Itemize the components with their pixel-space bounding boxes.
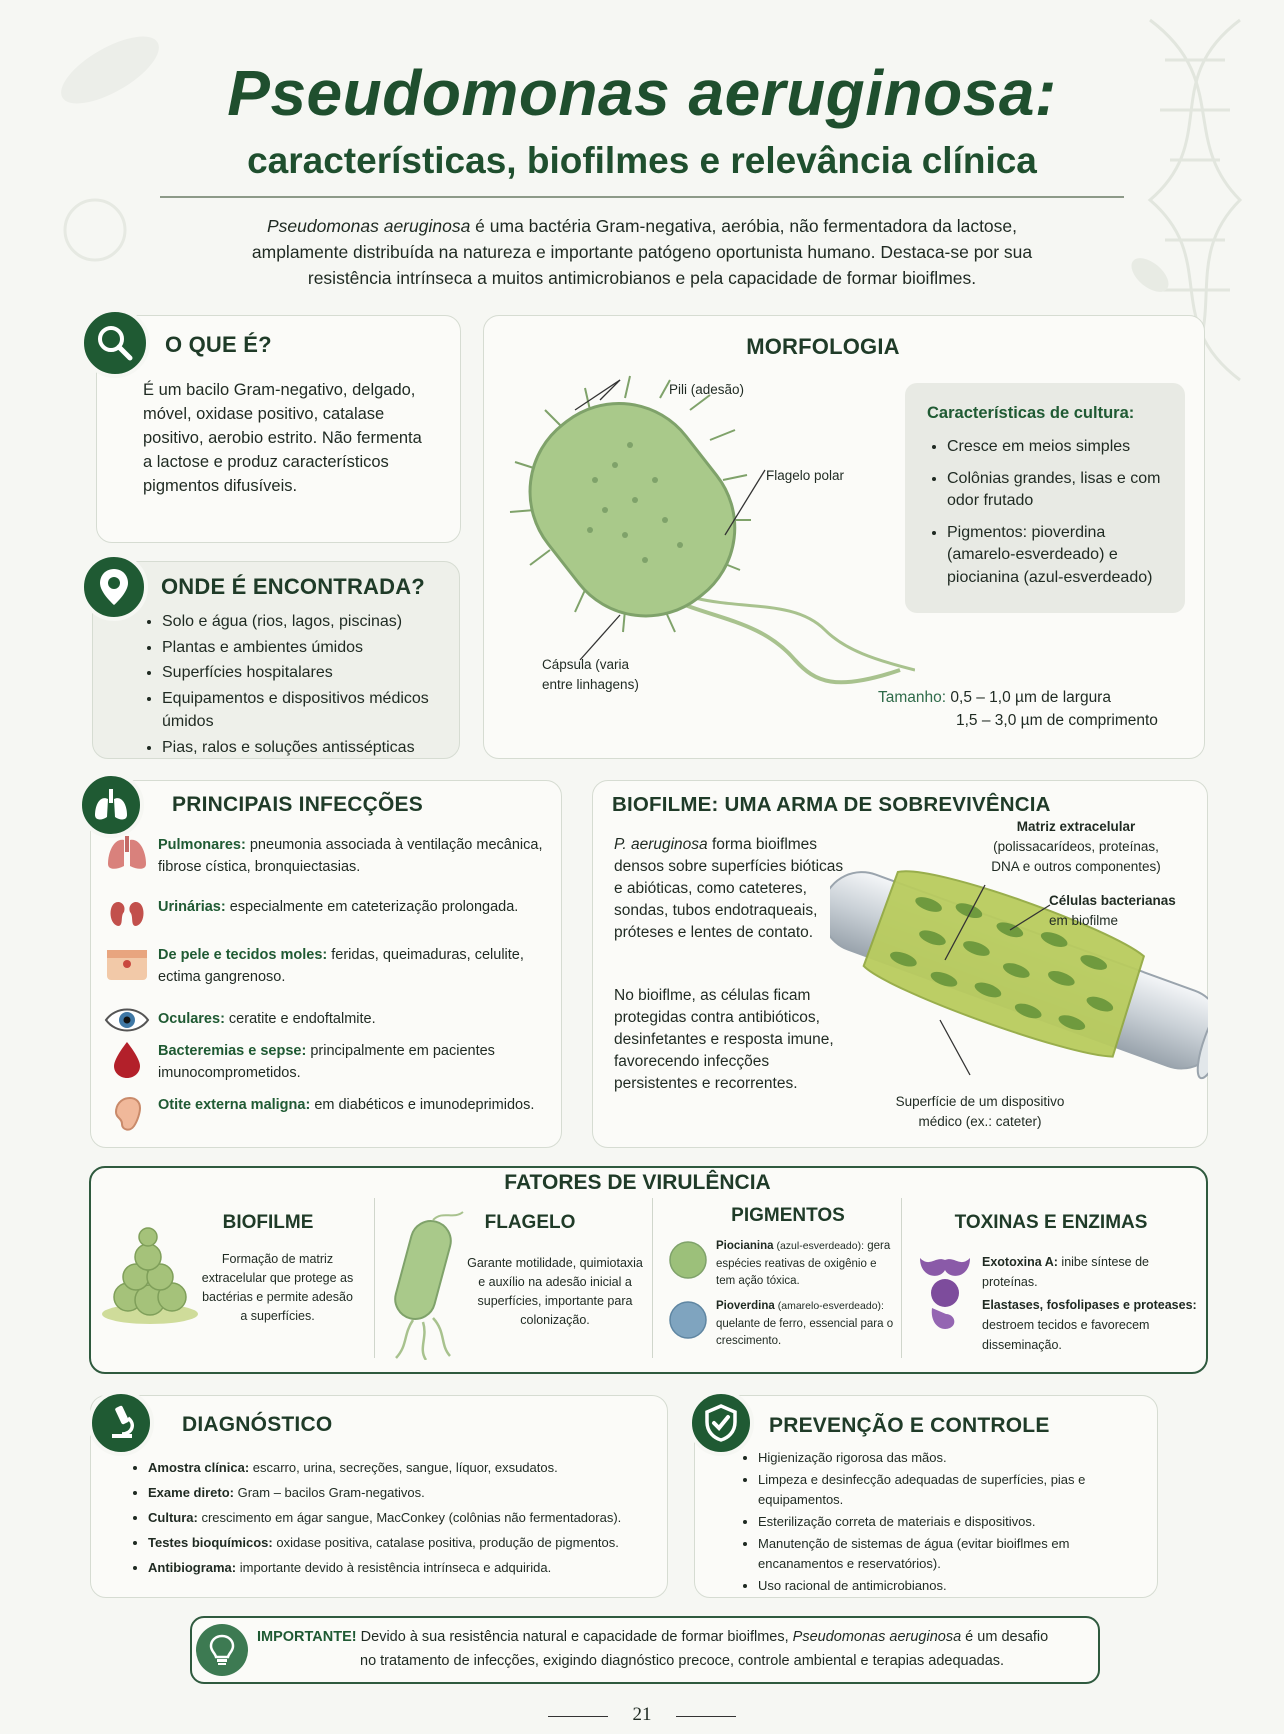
- diagnostico-title: DIAGNÓSTICO: [182, 1413, 333, 1436]
- infection-row: De pele e tecidos moles: feridas, queimaduras, celulite, ectima gangrenoso.: [104, 944, 564, 988]
- infection-row: Pulmonares: pneumonia associada à ventilação mecânica, fibrose cística, bronquiectasias.: [104, 834, 564, 878]
- list-item: • Esterilização correta de materiais e dispositivos.: [758, 1512, 1105, 1532]
- label-matriz: Matriz extracelular (polissacarídeos, proteínas, DNA e outros componentes): [991, 819, 1161, 874]
- diagnostico-list: [130, 1456, 660, 1581]
- skin-icon: [104, 944, 150, 984]
- oque-title: O QUE É?: [165, 332, 272, 357]
- pyocyanin-dot-icon: [668, 1240, 708, 1280]
- biofilme-p1: P. aeruginosa forma bioiflmes densos sobre superfícies bióticas e abióticas, como cateteres, sondas, tubos endotraqueais, próteses e lentes de contato.: [614, 836, 844, 941]
- infection-row: Otite externa maligna: em diabéticos e imunodeprimidos.: [104, 1094, 564, 1134]
- label-pili: Pili (adesão): [669, 382, 745, 397]
- list-item: • Testes bioquímicos: oxidase positiva, catalase positiva, produção de pigmentos.: [148, 1531, 660, 1554]
- page-title: [0, 56, 1284, 130]
- title-divider: [160, 196, 1124, 198]
- list-item: • Uso racional de antimicrobianos.: [758, 1576, 1105, 1596]
- oque-text: É um bacilo Gram-negativo, delgado, móvel, oxidase positivo, catalase positivo, aerobio estrito. Não fermenta a lactose e produz característicos pigmentos difusíveis.: [143, 381, 422, 495]
- location-pin-icon: [80, 553, 148, 621]
- vf-flagelo-title: FLAGELO: [484, 1212, 576, 1233]
- tamanho: Tamanho: 0,5 – 1,0 µm de largura 1,5 – 3,0 µm de comprimento: [878, 689, 1158, 729]
- biofilm-cluster-icon: [98, 1222, 202, 1326]
- biofilme-title: BIOFILME: UMA ARMA DE SOBREVIVÊNCIA: [612, 793, 1051, 816]
- list-item: • Plantas e ambientes úmidos: [162, 636, 452, 660]
- list-item: • Cultura: crescimento em ágar sangue, MacConkey (colônias não fermentadoras).: [148, 1506, 660, 1529]
- list-item: • Antibiograma: importante devido à resistência intrínseca e adquirida.: [148, 1556, 660, 1579]
- page-subtitle: [0, 140, 1284, 182]
- vf-piocianina: Piocianina (azul-esverdeado): gera espécies reativas de oxigênio e tem ação tóxica.: [716, 1240, 891, 1287]
- list-item: • Equipamentos e dispositivos médicos úmidos: [162, 687, 452, 734]
- morfologia-title: MORFOLOGIA: [746, 334, 900, 359]
- cultura-list: [927, 436, 1177, 591]
- list-item: • Solo e água (rios, lagos, piscinas): [162, 610, 452, 634]
- virulencia-title: FATORES DE VIRULÊNCIA: [504, 1171, 771, 1194]
- vf-pioverdina: Pioverdina (amarelo-esverdeado): quelante de ferro, essencial para o crescimento.: [716, 1300, 894, 1347]
- infection-row: Oculares: ceratite e endoftalmite.: [104, 1000, 564, 1040]
- vf-exotoxina: Exotoxina A: inibe síntese de proteínas.: [982, 1255, 1149, 1289]
- vf-elastases: Elastases, fosfolipases e proteases: destroem tecidos e favorecem disseminação.: [982, 1298, 1197, 1352]
- intro-paragraph: Pseudomonas aeruginosa é uma bactéria Gram-negativa, aeróbia, não fermentadora da lactose, amplamente distribuída na natureza e importante patógeno oportunista humano. Destaca-se por sua resistência intrínseca a muitos antimicrobianos e pela capacidade de formar bioiflmes.: [251, 216, 1033, 288]
- infection-row: Urinárias: especialmente em cateterização prolongada.: [104, 896, 564, 936]
- label-celulas: Células bacterianas em biofilme: [1049, 893, 1176, 928]
- ear-icon: [104, 1094, 150, 1134]
- eye-icon: [104, 1000, 150, 1040]
- list-item: • Exame direto: Gram – bacilos Gram-negativos.: [148, 1481, 660, 1504]
- subtitle-text: características, biofilmes e relevância clínica: [247, 140, 1037, 181]
- page-number: 21: [632, 1704, 652, 1725]
- lightbulb-icon: [196, 1624, 248, 1676]
- title-text: Pseudomonas aeruginosa:: [227, 57, 1057, 129]
- lungs-header-icon: [78, 772, 144, 838]
- vf-flagelo-text: Garante motilidade, quimiotaxia e auxílio na adesão inicial a superfícies, importante para colonização.: [467, 1256, 643, 1327]
- blood-drop-icon: [104, 1040, 150, 1080]
- cultura-title: Características de cultura:: [927, 404, 1135, 422]
- list-item: • Limpeza e desinfecção adequadas de superfícies, pias e equipamentos.: [758, 1470, 1105, 1510]
- prevencao-title: PREVENÇÃO E CONTROLE: [769, 1414, 1050, 1437]
- shield-check-icon: [688, 1390, 754, 1456]
- vf-toxinas-title: TOXINAS E ENZIMAS: [954, 1212, 1148, 1233]
- vf-biofilme-title: BIOFILME: [222, 1212, 314, 1233]
- label-flagelo: Flagelo polar: [766, 468, 845, 483]
- list-item: • Pias, ralos e soluções antissépticas: [162, 736, 452, 760]
- biofilme-p2: No bioiflme, as células ficam protegidas contra antibióticos, desinfetantes e resposta imune, favorecendo infecções persistentes e recorrentes.: [614, 987, 834, 1092]
- list-item: • Pigmentos: pioverdina (amarelo-esverdeado) e piocianina (azul-esverdeado): [947, 522, 1177, 590]
- bacterium-illustration: [495, 370, 915, 690]
- importante-text: IMPORTANTE! Devido à sua resistência natural e capacidade de formar bioiflmes, Pseudomonas aeruginosa é um desafio no tratamento de infecções, exigindo diagnóstico precoce, controle ambiental e terapias adequadas.: [257, 1629, 1049, 1669]
- onde-title: ONDE É ENCONTRADA?: [161, 574, 425, 599]
- microscope-icon: [88, 1390, 154, 1456]
- list-item: • Amostra clínica: escarro, urina, secreções, sangue, líquor, exsudatos.: [148, 1456, 660, 1479]
- pyoverdine-dot-icon: [668, 1300, 708, 1340]
- page-number-rule: [676, 1716, 736, 1717]
- page-number-rule: [548, 1716, 608, 1717]
- list-item: • Manutenção de sistemas de água (evitar bioiflmes em encanamentos e reservatórios).: [758, 1534, 1105, 1574]
- prevencao-list: [740, 1448, 1105, 1598]
- onde-list: [142, 610, 452, 761]
- vf-biofilme-text: Formação de matriz extracelular que protege as bactérias e permite adesão a superfícies.: [201, 1252, 354, 1323]
- list-item: • Colônias grandes, lisas e com odor frutado: [947, 468, 1177, 513]
- kidneys-icon: [104, 896, 150, 936]
- infeccoes-title: PRINCIPAIS INFECÇÕES: [172, 793, 423, 816]
- list-item: • Higienização rigorosa das mãos.: [758, 1448, 1105, 1468]
- search-icon: [80, 308, 150, 378]
- toxin-molecule-icon: [910, 1248, 980, 1332]
- vf-pigmentos-title: PIGMENTOS: [731, 1205, 845, 1226]
- list-item: • Cresce em meios simples: [947, 436, 1177, 459]
- label-superficie: Superfície de um dispositivo médico (ex.: cateter): [895, 1094, 1065, 1129]
- lungs-icon: [104, 834, 150, 874]
- flagellum-bacterium-icon: [378, 1210, 468, 1360]
- infection-row: Bacteremias e sepse: principalmente em pacientes imunocomprometidos.: [104, 1040, 564, 1084]
- label-capsula: Cápsula (varia entre linhagens): [542, 657, 639, 692]
- divider: [374, 1198, 375, 1358]
- list-item: • Superfícies hospitalares: [162, 661, 452, 685]
